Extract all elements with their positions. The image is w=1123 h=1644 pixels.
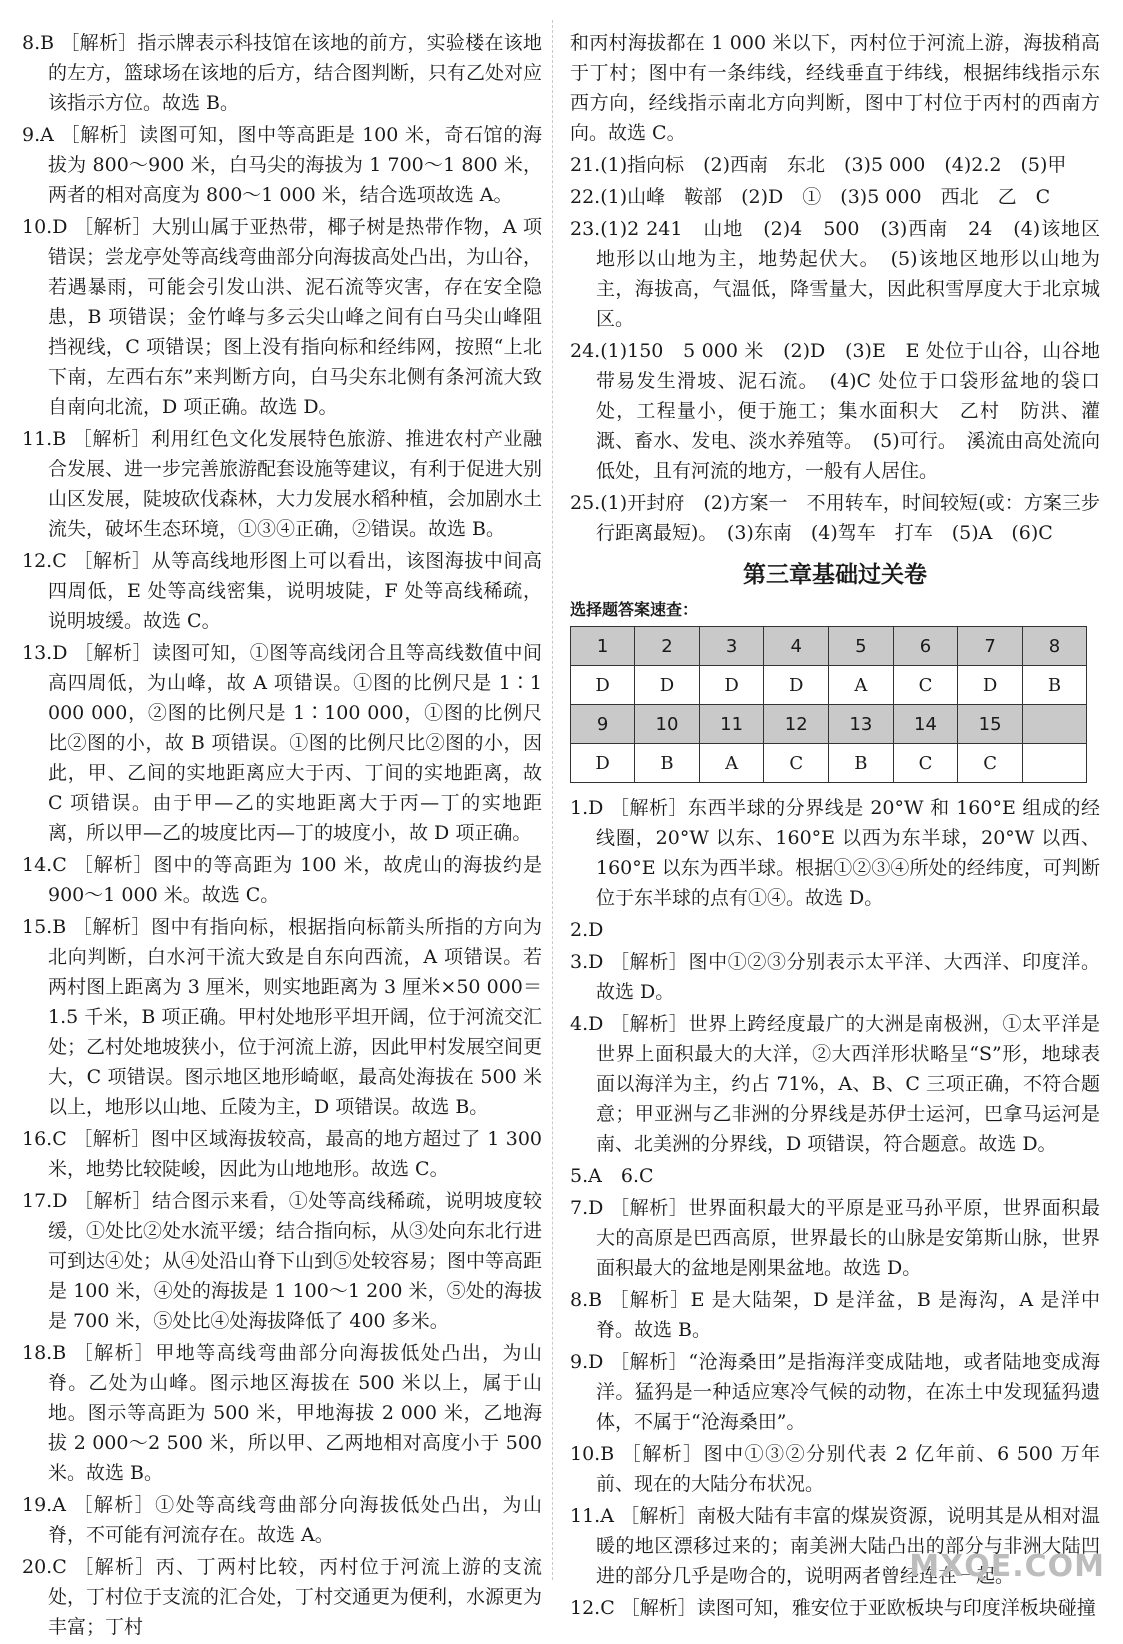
ch3-answer-1: 1.D ［解析］东西半球的分界线是 20°W 和 160°E 组成的经线圈，20°W 以东、160°E 以西为东半球，20°W 以西、160°E 以东为西半球。根据①②③④所处的经纬度，可判断位于东半球的点有①④。故选 D。: [570, 797, 1100, 909]
answer-21: 21.(1)指向标 (2)西南 东北 (3)5 000 (4)2.2 (5)甲: [570, 154, 1067, 176]
ch3-answer-3: 3.D ［解析］图中①②③分别表示太平洋、大西洋、印度洋。故选 D。: [570, 951, 1100, 1003]
question-number: 4: [764, 627, 829, 666]
right-column: [570, 28, 1100, 1625]
empty-cell: [1022, 705, 1086, 744]
ch3-answer-4: 4.D ［解析］世界上跨经度最广的大洲是南极洲，①太平洋是世界上面积最大的大洋，②大西洋形状略呈“S”形，地球表面以海洋为主，约占 71%，A、B、C 三项正确，不符合题意；甲亚洲与乙非洲的分界线是苏伊士运河，巴拿马运河是南、北美洲的分界线，D 项错误，符合题意。故选 D。: [570, 1013, 1100, 1155]
answer-cell: C: [764, 744, 829, 783]
section-title: 第三章基础过关卷: [743, 562, 927, 588]
answer-10: 10.D ［解析］大别山属于亚热带，椰子树是热带作物，A 项错误；尝龙亭处等高线弯曲部分向海拔高处凸出，为山谷，若遇暴雨，可能会引发山洪、泥石流等灾害，存在安全隐患，B 项错误；金竹峰与多云尖山峰之间有白马尖山峰阻挡视线，C 项错误；图上没有指向标和经纬网，按照“上北下南，左西右东”来判断方向，白马尖东北侧有条河流大致自南向北流，D 项正确。故选 D。: [22, 216, 543, 418]
answer-table: [570, 626, 1087, 783]
answer-cell: D: [571, 666, 635, 705]
watermark-logo: MXQE.COM: [909, 1549, 1105, 1584]
answer-cell: C: [893, 666, 958, 705]
question-number: 10: [635, 705, 700, 744]
answer-cell: A: [829, 666, 894, 705]
question-number: 15: [958, 705, 1023, 744]
answer-cell: C: [958, 744, 1023, 783]
answer-table-header-row: [571, 705, 1087, 744]
answer-16: 16.C ［解析］图中区域海拔较高，最高的地方超过了 1 300 米，地势比较陡峻，因此为山地地形。故选 C。: [22, 1128, 549, 1180]
question-number: 1: [571, 627, 635, 666]
answer-cell: C: [893, 744, 958, 783]
answer-cell: D: [958, 666, 1023, 705]
question-number: 5: [829, 627, 894, 666]
answer-24: 24.(1)150 5 000 米 (2)D (3)E E 处位于山谷，山谷地带易发生滑坡、泥石流。 (4)C 处位于口袋形盆地的袋口处，工程量小，便于施工；集水面积大 乙村 防洪、灌溉、畜水、发电、淡水养殖等。 (5)可行。 溪流由高处流向低处，且有河流的地方，一般有人居住。: [570, 340, 1100, 482]
answer-cell: D: [699, 666, 764, 705]
ch3-answer-7: 7.D ［解析］世界面积最大的平原是亚马孙平原，世界面积最大的高原是巴西高原，世界最长的山脉是安第斯山脉，世界面积最大的盆地是刚果盆地。故选 D。: [570, 1197, 1100, 1279]
answer-22: 22.(1)山峰 鞍部 (2)D ① (3)5 000 西北 乙 C: [570, 186, 1051, 208]
answer-14: 14.C ［解析］图中的等高距为 100 米，故虎山的海拔约是 900～1 000 米。故选 C。: [22, 854, 549, 906]
answer-table-row: [571, 666, 1087, 705]
ch3-answer-11: 11.A ［解析］南极大陆有丰富的煤炭资源，说明其是从相对温暖的地区漂移过来的；南美洲大陆凸出的部分与非洲大陆凹进的部分几乎是吻合的，说明两者曾经连在一起。: [570, 1505, 1100, 1587]
answer-25: 25.(1)开封府 (2)方案一 不用转车，时间较短(或：方案三步行距离最短)。 (3)东南 (4)驾车 打车 (5)A (6)C: [570, 492, 1100, 544]
answer-23: 23.(1)2 241 山地 (2)4 500 (3)西南 24 (4)该地区地形以山地为主，地势起伏大。 (5)该地区地形以山地为主，海拔高，气温低，降雪量大，因此积雪厚度大于北京城区。: [570, 218, 1100, 330]
answer-cell: A: [699, 744, 764, 783]
answer-table-header-row: [571, 627, 1087, 666]
answer-12: 12.C ［解析］从等高线地形图上可以看出，该图海拔中间高四周低，E 处等高线密集，说明坡陡，F 处等高线稀疏，说明坡缓。故选 C。: [22, 550, 542, 632]
ch3-answer-12: 12.C ［解析］读图可知，雅安位于亚欧板块与印度洋板块碰撞: [570, 1597, 1096, 1619]
answer-20-continued: 和丙村海拔都在 1 000 米以下，丙村位于河流上游，海拔稍高于丁村；图中有一条纬线，经线垂直于纬线，根据纬线指示东西方向，经线指示南北方向判断，图中丁村位于丙村的西南方向。故选 C。: [570, 32, 1100, 144]
quick-check-label: 选择题答案速查：: [570, 600, 699, 619]
answer-cell: D: [635, 666, 700, 705]
answer-cell: B: [1022, 666, 1086, 705]
question-number: 12: [764, 705, 829, 744]
question-number: 9: [571, 705, 635, 744]
question-number: 13: [829, 705, 894, 744]
question-number: 2: [635, 627, 700, 666]
ch3-answer-10: 10.B ［解析］图中①③②分别代表 2 亿年前、6 500 万年前、现在的大陆分布状况。: [570, 1443, 1100, 1495]
ch3-answer-5-6: 5.A 6.C: [570, 1165, 654, 1187]
answer-cell: B: [635, 744, 700, 783]
ch3-answer-2: 2.D: [570, 919, 604, 941]
question-number: 7: [958, 627, 1023, 666]
answer-15: 15.B ［解析］图中有指向标，根据指向标箭头所指的方向为北向判断，白水河干流大致是自东向西流，A 项错误。若两村图上距离为 3 厘米，则实地距离为 3 厘米×50 000＝1.5 千米，B 项正确。甲村处地形平坦开阔，位于河流交汇处；乙村处地坡狭小，位于河流上游，因此甲村发展空间更大，C 项错误。图示地区地形崎岖，最高处海拔在 500 米以上，地形以山地、丘陵为主，D 项错误。故选 B。: [22, 916, 543, 1118]
answer-11: 11.B ［解析］利用红色文化发展特色旅游、推进农村产业融合发展、进一步完善旅游配套设施等建议，有利于促进大别山区发展，陡坡砍伐森林，大力发展水稻种植，会加剧水土流失，破坏生态环境，①③④正确，②错误。故选 B。: [22, 428, 543, 540]
question-number: 14: [893, 705, 958, 744]
column-divider: [552, 20, 553, 1580]
answer-18: 18.B ［解析］甲地等高线弯曲部分向海拔低处凸出，为山脊。乙处为山峰。图示地区海拔在 500 米以上，属于山地。图示等高距为 500 米，甲地海拔 2 000 米，乙地海拔 2 000～2 500 米，所以甲、乙两地相对高度小于 500 米。故选 B。: [22, 1342, 549, 1484]
answer-13: 13.D ［解析］读图可知，①图等高线闭合且等高线数值中间高四周低，为山峰，故 A 项错误。①图的比例尺是 1∶1 000 000，②图的比例尺是 1∶100 000，①图的比例尺比②图的小，故 B 项错误。①图的比例尺比②图的小，因此，甲、乙间的实地距离应大于丙、丁间的实地距离，故 C 项错误。由于甲—乙的实地距离大于丙—丁的实地距离，所以甲—乙的坡度比丙—丁的坡度小，故 D 项正确。: [22, 642, 549, 844]
ch3-answer-8: 8.B ［解析］E 是大陆架，D 是洋盆，B 是海沟，A 是洋中脊。故选 B。: [570, 1289, 1100, 1341]
answer-20: 20.C ［解析］丙、丁两村比较，丙村位于河流上游的支流处，丁村位于支流的汇合处，丁村交通更为便利，水源更为丰富；丁村: [22, 1556, 543, 1638]
question-number: 6: [893, 627, 958, 666]
answer-cell: B: [829, 744, 894, 783]
answer-9: 9.A ［解析］读图可知，图中等高距是 100 米，奇石馆的海拔为 800～900 米，白马尖的海拔为 1 700～1 800 米，两者的相对高度为 800～1 000 米，结合选项故选 A。: [22, 124, 542, 206]
answer-17: 17.D ［解析］结合图示来看，①处等高线稀疏，说明坡度较缓，①处比②处水流平缓；结合指向标，从③处向东北行进可到达④处；从④处沿山脊下山到⑤处较容易；图中等高距是 100 米，④处的海拔是 1 100～1 200 米，⑤处的海拔是 700 米，⑤处比④处海拔降低了 400 多米。: [22, 1190, 543, 1332]
question-number: 8: [1022, 627, 1086, 666]
answer-cell: D: [571, 744, 635, 783]
answer-19: 19.A ［解析］①处等高线弯曲部分向海拔低处凸出，为山脊，不可能有河流存在。故选 A。: [22, 1494, 542, 1546]
left-column: [22, 28, 549, 1644]
question-number: 3: [699, 627, 764, 666]
answer-cell: D: [764, 666, 829, 705]
question-number: 11: [699, 705, 764, 744]
ch3-answer-9: 9.D ［解析］“沧海桑田”是指海洋变成陆地，或者陆地变成海洋。猛犸是一种适应寒冷气候的动物，在冻土中发现猛犸遗体，不属于“沧海桑田”。: [570, 1351, 1100, 1433]
answer-8: 8.B ［解析］指示牌表示科技馆在该地的前方，实验楼在该地的左方，篮球场在该地的后方，结合图判断，只有乙处对应该指示方位。故选 B。: [22, 32, 543, 114]
empty-cell: [1022, 744, 1086, 783]
answer-table-row: [571, 744, 1087, 783]
